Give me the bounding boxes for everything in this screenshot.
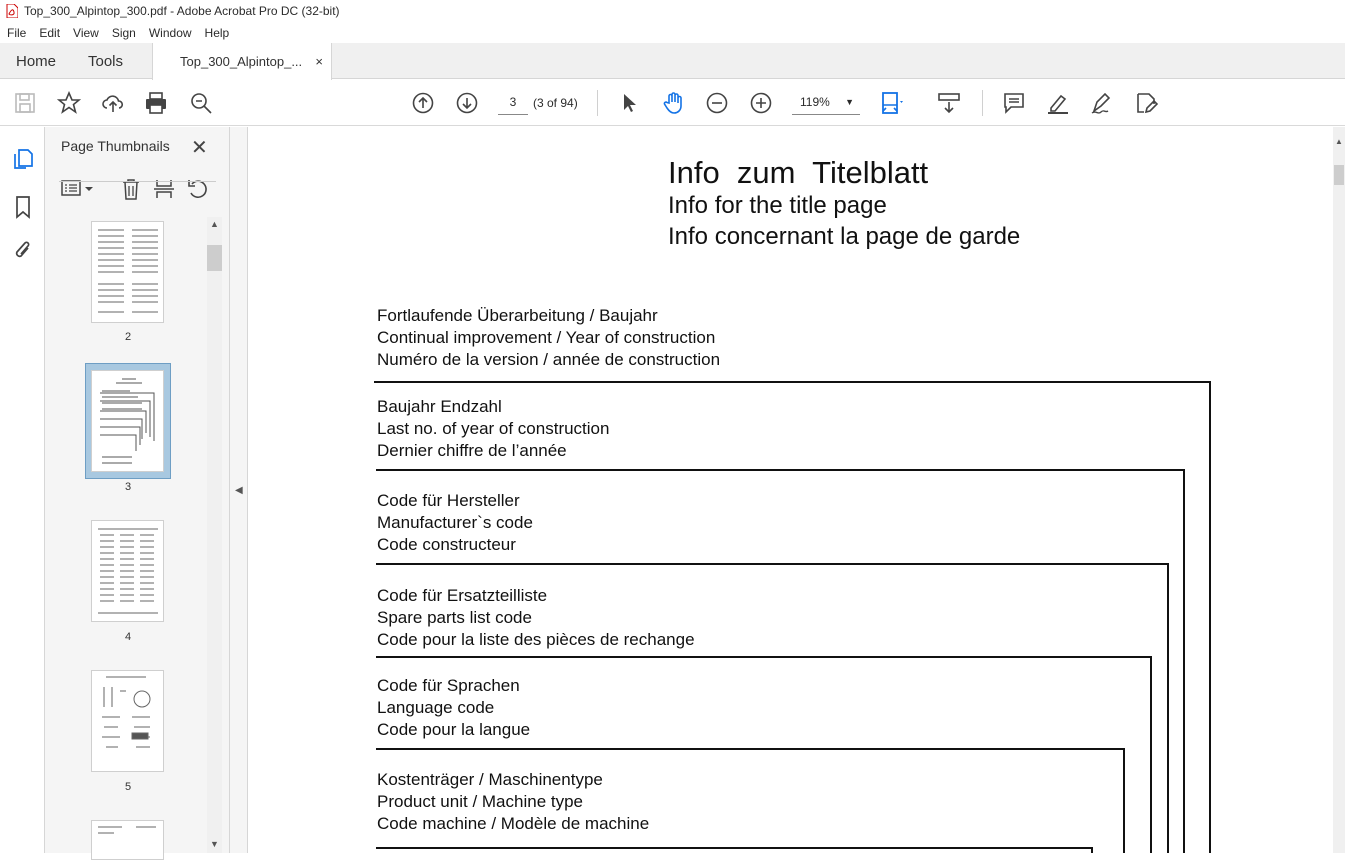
thumbnail-label: 5 xyxy=(124,781,132,793)
thumbnail-label: 2 xyxy=(124,331,132,343)
panel-title: Page Thumbnails xyxy=(61,138,170,154)
thumbnail-label: 4 xyxy=(124,631,132,643)
print-icon[interactable] xyxy=(144,91,168,115)
thumbnail-preview xyxy=(92,371,165,473)
block-machine-type xyxy=(377,769,649,835)
bracket-line xyxy=(1209,381,1211,853)
block-text-en: Manufacturer`s code xyxy=(377,513,533,532)
block-text-fr: Code pour la langue xyxy=(377,720,531,739)
scroll-mode-icon[interactable] xyxy=(937,91,961,115)
tab-document-label: Top_300_Alpintop_... xyxy=(180,54,303,69)
document-scrollbar[interactable] xyxy=(1333,127,1345,853)
thumbnail-preview xyxy=(92,222,165,324)
block-text-fr: Dernier chiffre de l’année xyxy=(377,441,567,460)
prev-page-icon[interactable] xyxy=(411,91,435,115)
page-count: (3 of 94) xyxy=(533,96,578,110)
block-text-fr: Code pour la liste des pièces de rechange xyxy=(377,630,695,649)
zoom-out-icon[interactable] xyxy=(705,91,729,115)
panel-divider xyxy=(59,181,216,182)
sign-icon[interactable] xyxy=(1090,91,1114,115)
panel-splitter[interactable] xyxy=(230,127,248,853)
menu-sign[interactable]: Sign xyxy=(111,25,136,40)
select-cursor-icon[interactable] xyxy=(617,91,641,115)
bracket-line xyxy=(376,469,1185,471)
upload-icon[interactable] xyxy=(101,91,125,115)
block-text-fr: Code machine / Modèle de machine xyxy=(377,814,650,833)
bracket-line xyxy=(1167,563,1169,853)
scrollbar-thumb[interactable] xyxy=(1334,165,1344,185)
scroll-up-icon[interactable]: ▲ xyxy=(210,219,219,229)
collapse-panel-icon[interactable]: ◀ xyxy=(235,485,243,496)
thumbnail-page[interactable] xyxy=(91,820,164,860)
window-titlebar xyxy=(0,0,1345,22)
tab-tools[interactable]: Tools xyxy=(88,52,124,70)
left-nav-rail xyxy=(0,127,45,853)
block-text-fr: Code constructeur xyxy=(377,535,516,554)
block-text-en: Language code xyxy=(377,698,495,717)
bracket-line xyxy=(1091,847,1093,853)
menu-bar xyxy=(0,22,1345,43)
zoom-search-icon[interactable] xyxy=(189,91,213,115)
zoom-in-icon[interactable] xyxy=(749,91,773,115)
bookmark-star-icon[interactable] xyxy=(57,91,81,115)
fit-page-icon[interactable] xyxy=(880,91,904,115)
tab-document[interactable] xyxy=(152,43,332,80)
toolbar-divider xyxy=(982,90,983,116)
thumbnail-label: 3 xyxy=(124,481,132,493)
hand-tool-icon[interactable] xyxy=(661,91,685,115)
thumbnail-preview xyxy=(92,821,165,861)
thumbnail-preview xyxy=(92,671,165,773)
page-thumbnails-icon[interactable] xyxy=(12,147,34,171)
bracket-line xyxy=(374,381,1211,383)
scrollbar-thumb[interactable] xyxy=(207,245,222,271)
thumbnail-page[interactable] xyxy=(91,520,164,622)
tab-bar xyxy=(0,43,1345,79)
highlight-icon[interactable] xyxy=(1046,91,1070,115)
menu-view[interactable]: View xyxy=(73,25,99,40)
bracket-line xyxy=(1183,469,1185,853)
scroll-down-icon[interactable]: ▼ xyxy=(210,839,219,849)
toolbar-divider xyxy=(597,90,598,116)
close-panel-icon[interactable]: ✕ xyxy=(191,137,208,159)
zoom-value: 119% xyxy=(800,95,830,109)
menu-help[interactable]: Help xyxy=(204,25,230,40)
chevron-down-icon: ▼ xyxy=(845,97,854,107)
thumbnail-options-icon[interactable] xyxy=(61,179,95,199)
bookmarks-icon[interactable] xyxy=(14,195,32,219)
menu-file[interactable]: File xyxy=(7,25,27,40)
block-revision xyxy=(377,305,720,371)
window-title: Top_300_Alpintop_300.pdf - Adobe Acrobat Pro DC (32-bit) xyxy=(24,4,340,18)
block-year xyxy=(377,396,609,462)
page-number-input[interactable]: 3 xyxy=(498,90,528,115)
block-spare-parts xyxy=(377,585,695,651)
menu-window[interactable]: Window xyxy=(148,25,192,40)
block-text-de: Code für Ersatzteilliste xyxy=(377,586,548,605)
thumbnail-page-selected[interactable] xyxy=(91,370,164,472)
thumbnails-scrollbar[interactable] xyxy=(207,217,222,853)
save-icon[interactable] xyxy=(13,91,37,115)
block-language xyxy=(377,675,530,741)
comment-icon[interactable] xyxy=(1002,91,1026,115)
block-text-de: Fortlaufende Überarbeitung / Baujahr xyxy=(377,306,658,325)
title-english: Info for the title page xyxy=(668,192,887,219)
zoom-level-select[interactable] xyxy=(792,90,860,115)
bracket-line xyxy=(376,563,1169,565)
title-german: Info zum Titelblatt xyxy=(668,155,929,190)
bracket-line xyxy=(1150,656,1152,853)
block-text-en: Last no. of year of construction xyxy=(377,419,610,438)
pdf-file-icon xyxy=(6,4,18,18)
block-text-de: Code für Sprachen xyxy=(377,676,520,695)
close-tab-icon[interactable]: × xyxy=(315,54,323,69)
block-manufacturer xyxy=(377,490,533,556)
title-french: Info concernant la page de garde xyxy=(668,223,1021,250)
thumbnail-preview xyxy=(92,521,165,623)
main-toolbar xyxy=(0,80,1345,126)
next-page-icon[interactable] xyxy=(455,91,479,115)
bracket-line xyxy=(376,656,1152,658)
bracket-line xyxy=(1123,748,1125,853)
bracket-line xyxy=(376,847,1093,849)
block-text-en: Continual improvement / Year of construction xyxy=(377,328,716,347)
edit-pdf-icon[interactable] xyxy=(1134,91,1158,115)
page-thumbnails-panel xyxy=(45,127,230,853)
block-text-de: Baujahr Endzahl xyxy=(377,397,502,416)
block-text-de: Kostenträger / Maschinentype xyxy=(377,770,603,789)
scroll-up-icon[interactable]: ▲ xyxy=(1335,137,1343,146)
document-view xyxy=(248,127,1333,853)
thumbnail-page[interactable] xyxy=(91,670,164,772)
attachments-icon[interactable] xyxy=(12,239,34,263)
block-text-fr: Numéro de la version / année de construction xyxy=(377,350,721,369)
block-text-en: Product unit / Machine type xyxy=(377,792,584,811)
block-text-de: Code für Hersteller xyxy=(377,491,520,510)
block-text-en: Spare parts list code xyxy=(377,608,532,627)
tab-home[interactable]: Home xyxy=(16,52,57,70)
bracket-line xyxy=(376,748,1125,750)
thumbnail-page[interactable] xyxy=(91,221,164,323)
menu-edit[interactable]: Edit xyxy=(39,25,61,40)
